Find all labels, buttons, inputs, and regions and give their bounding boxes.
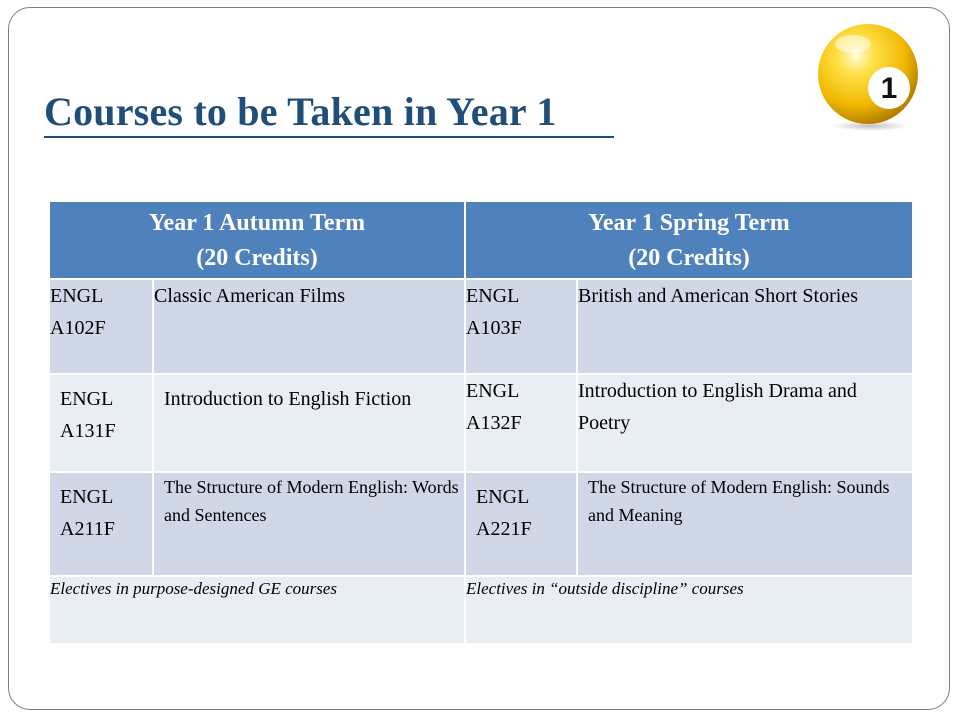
- course-code: [49, 279, 153, 374]
- course-code-number: A131F: [60, 420, 116, 442]
- course-code-number: A221F: [476, 518, 532, 540]
- table-row: [49, 279, 913, 374]
- course-name: Introduction to English Drama and Poetry: [577, 374, 913, 472]
- course-code: [465, 472, 577, 576]
- course-code: [465, 374, 577, 472]
- table-row: [49, 374, 913, 472]
- course-name: The Structure of Modern English: Words and Sentences: [153, 472, 465, 576]
- autumn-term-credits: (20 Credits): [196, 245, 318, 271]
- course-name: British and American Short Stories: [577, 279, 913, 374]
- course-code-number: A102F: [50, 317, 106, 339]
- course-code: [49, 374, 153, 472]
- electives-row: [49, 576, 913, 644]
- yellow-billiard-ball-1-icon: [815, 22, 925, 132]
- autumn-electives: Electives in purpose-designed GE courses: [49, 576, 465, 644]
- course-code-prefix: ENGL: [466, 285, 520, 307]
- course-code-prefix: ENGL: [50, 285, 104, 307]
- course-code-number: A211F: [60, 518, 115, 540]
- course-code-number: A132F: [466, 412, 522, 434]
- courses-table: [48, 200, 914, 645]
- title-underline: [44, 136, 614, 138]
- spring-term-credits: (20 Credits): [628, 245, 750, 271]
- page-title: Courses to be Taken in Year 1: [44, 89, 557, 134]
- ball-number: 1: [880, 72, 898, 105]
- course-name: The Structure of Modern English: Sounds and Meaning: [577, 472, 913, 576]
- course-code-prefix: ENGL: [476, 486, 530, 508]
- autumn-term-header: [49, 201, 465, 279]
- table-header-row: [49, 201, 913, 279]
- course-name: Classic American Films: [153, 279, 465, 374]
- course-code-prefix: ENGL: [466, 380, 520, 402]
- course-code-prefix: ENGL: [60, 486, 114, 508]
- course-name: Introduction to English Fiction: [153, 374, 465, 472]
- spring-term-name: Year 1 Spring Term: [588, 210, 790, 236]
- table-row: [49, 472, 913, 576]
- spring-term-header: [465, 201, 913, 279]
- course-code: [49, 472, 153, 576]
- spring-electives: Electives in “outside discipline” courses: [465, 576, 913, 644]
- course-code-number: A103F: [466, 317, 522, 339]
- course-code: [465, 279, 577, 374]
- course-code-prefix: ENGL: [60, 388, 114, 410]
- autumn-term-name: Year 1 Autumn Term: [148, 210, 366, 236]
